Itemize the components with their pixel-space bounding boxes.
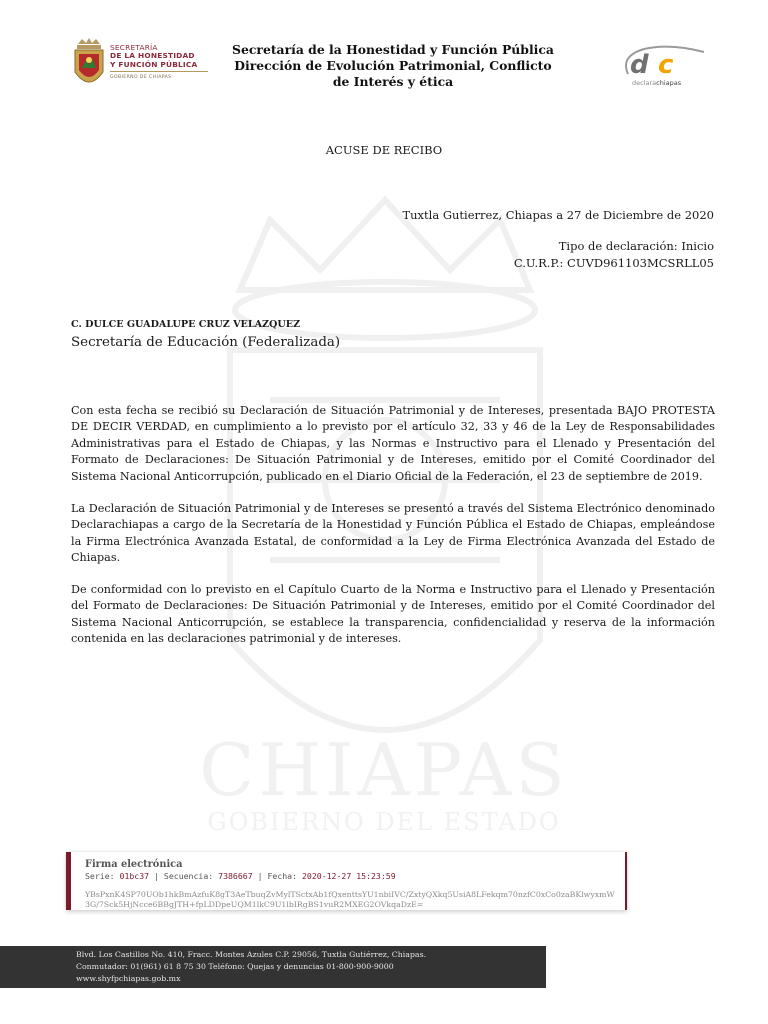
dc-caption-suffix: chiapas [656, 79, 682, 87]
header-title-line-1: Secretaría de la Honestidad y Función Pública [232, 42, 554, 57]
logo-line-3: Y FUNCIÓN PÚBLICA [110, 59, 198, 69]
secuencia-label: Secuencia: [163, 871, 214, 881]
footer-website[interactable]: www.shyfpchiapas.gob.mx [76, 974, 181, 983]
watermark-title: CHIAPAS [199, 728, 569, 812]
declaration-type: Tipo de declaración: Inicio [558, 239, 714, 253]
svg-text:c: c [658, 50, 674, 80]
addressee-name: C. DULCE GUADALUPE CRUZ VELAZQUEZ [71, 319, 301, 330]
chiapas-coat-of-arms-icon [72, 38, 106, 92]
header-title [232, 42, 554, 90]
electronic-signature-box [66, 852, 627, 910]
fecha-label: Fecha: [267, 871, 298, 881]
serie-value: 01bc37 [119, 871, 150, 881]
dc-caption-prefix: declara [632, 79, 657, 87]
signature-title: Firma electrónica [85, 859, 183, 870]
declarachiapas-logo [618, 44, 718, 92]
place-date: Tuxtla Gutierrez, Chiapas a 27 de Diciembre de 2020 [402, 208, 714, 222]
signature-metadata [85, 871, 396, 881]
secretaria-logo [72, 38, 212, 96]
logo-line-2: DE LA HONESTIDAD [110, 51, 195, 61]
svg-text:d: d [630, 50, 649, 80]
separator-1: | [154, 871, 159, 881]
fecha-value: 2020-12-27 15:23:59 [301, 871, 396, 881]
header-title-line-2: Dirección de Evolución Patrimonial, Conflicto [234, 58, 552, 73]
body-paragraph-3: De conformidad con lo previsto en el Capítulo Cuarto de la Norma e Instructivo para el Llenado y Presentación del Formato de Declaraciones: De Situación Patrimonial y de Intereses, emitido por el Comité Coordinador del Sistema Nacional Anticorrupción, se establece la transparencia, confidencialidad y reserva de la información contenida en las declaraciones patrimonial y de intereses. [71, 583, 715, 646]
footer-phones: Conmutador: 01(961) 61 8 75 30 Teléfono: Quejas y denuncias 01-800-900-9000 [76, 962, 394, 971]
secuencia-value: 7386667 [218, 871, 253, 881]
footer-address: Blvd. Los Castillos No. 410, Fracc. Montes Azules C.P. 29056, Tuxtla Gutiérrez, Chiapas. [76, 950, 427, 959]
dc-logo-icon [618, 44, 710, 80]
secretaria-wordmark [110, 44, 208, 83]
watermark-subtitle: GOBIERNO DEL ESTADO [207, 808, 561, 836]
footer-bar [0, 946, 546, 988]
curp: C.U.R.P.: CUVD961103MCSRLL05 [513, 256, 714, 270]
header-title-line-3: de Interés y ética [332, 74, 454, 89]
signature-hash: YBsPxnK4SP70UOb1hkBmAzfuK8gT3AeTbuqZvMylTSctxAb1fQxenttsYU1nbiIVC/ZxtyQXkq5UsiA8LFekqm70nzfC0xCo0zaBKlwyxmW3G/7Sck5HjNcce6BBgJTH+fpLDDpeUQM1lkC9U1lbIRgBS1vuR2MXEG2OVkqaDzE= [85, 890, 615, 909]
document-heading: ACUSE DE RECIBO [325, 143, 443, 157]
addressee-department: Secretaría de Educación (Federalizada) [71, 335, 341, 350]
logo-divider [110, 71, 208, 72]
serie-label: Serie: [85, 871, 115, 881]
dc-caption [632, 79, 681, 87]
body-paragraph-1: Con esta fecha se recibió su Declaración de Situación Patrimonial y de Intereses, presentada BAJO PROTESTA DE DECIR VERDAD, en cumplimiento a lo previsto por el artículo 32, 33 y 46 de la Ley de Responsabilidades Administrativas para el Estado de Chiapas, y las Normas e Instructivo para el Llenado y Presentación del Formato de Declaraciones: De Situación Patrimonial y de Intereses, emitido por el Comité Coordinador del Sistema Nacional Anticorrupción, publicado en el Diario Oficial de la Federación, el 23 de septiembre de 2019. [71, 404, 715, 483]
logo-line-1: SECRETARÍA [110, 43, 158, 52]
body-paragraph-2: La Declaración de Situación Patrimonial y de Intereses se presentó a través del Sistema Electrónico denominado Declarachiapas a cargo de la Secretaría de la Honestidad y Función Pública el Estado de Chiapas, empleándose la Firma Electrónica Avanzada Estatal, de conformidad a la Ley de Firma Electrónica Avanzada del Estado de Chiapas. [71, 502, 715, 565]
logo-line-4: GOBIERNO DE CHIAPAS [110, 75, 172, 81]
separator-2: | [257, 871, 263, 881]
